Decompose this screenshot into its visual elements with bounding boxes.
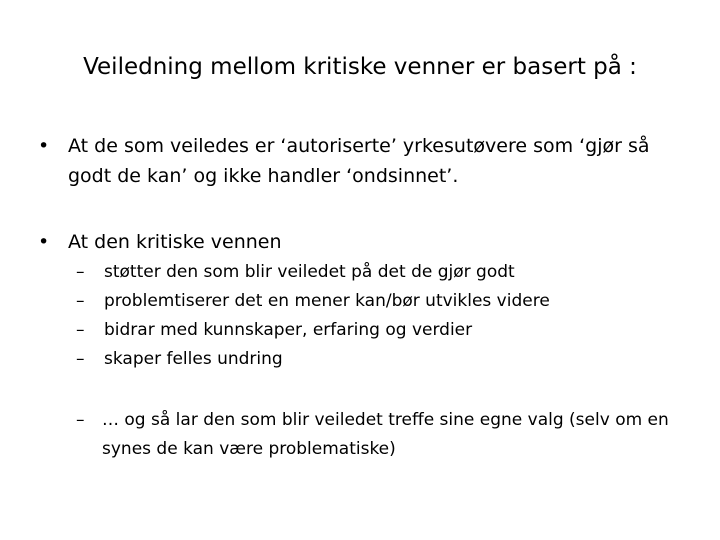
dash-marker: – — [76, 410, 85, 430]
dash-marker: – — [76, 349, 85, 369]
bullet-text: At de som veiledes er ‘autoriserte’ yrkesutøvere som ‘gjør så godt de kan’ og ikke handler ‘ondsinnet’. — [68, 135, 650, 187]
sub-list-item — [76, 258, 696, 287]
sub-item-text: bidrar med kunnskaper, erfaring og verdier — [104, 320, 473, 340]
slide-title: Veiledning mellom kritiske venner er basert på : — [83, 54, 637, 80]
dash-marker: – — [76, 320, 85, 340]
bullet-text: At den kritiske vennen — [68, 231, 282, 253]
dash-marker: – — [76, 291, 85, 311]
sub-list-item — [76, 345, 696, 374]
sub-item-text: støtter den som blir veiledet på det de gjør godt — [104, 262, 515, 282]
bullet-dot: • — [38, 135, 50, 157]
sub-list-item — [76, 316, 696, 345]
sub-item-text: problemtiserer det en mener kan/bør utvikles videre — [104, 291, 550, 311]
sub-item-text: skaper felles undring — [104, 349, 283, 369]
sub-list-item — [76, 287, 696, 316]
dash-marker: – — [76, 262, 85, 282]
sub-list — [76, 258, 696, 374]
closing-sub-item — [76, 406, 696, 464]
bullet-item-2 — [38, 227, 698, 257]
closing-item-text: … og så lar den som blir veiledet treffe sine egne valg (selv om en synes de kan være problematiske) — [102, 410, 669, 459]
bullet-dot: • — [38, 231, 50, 253]
bullet-item-1 — [38, 131, 698, 191]
